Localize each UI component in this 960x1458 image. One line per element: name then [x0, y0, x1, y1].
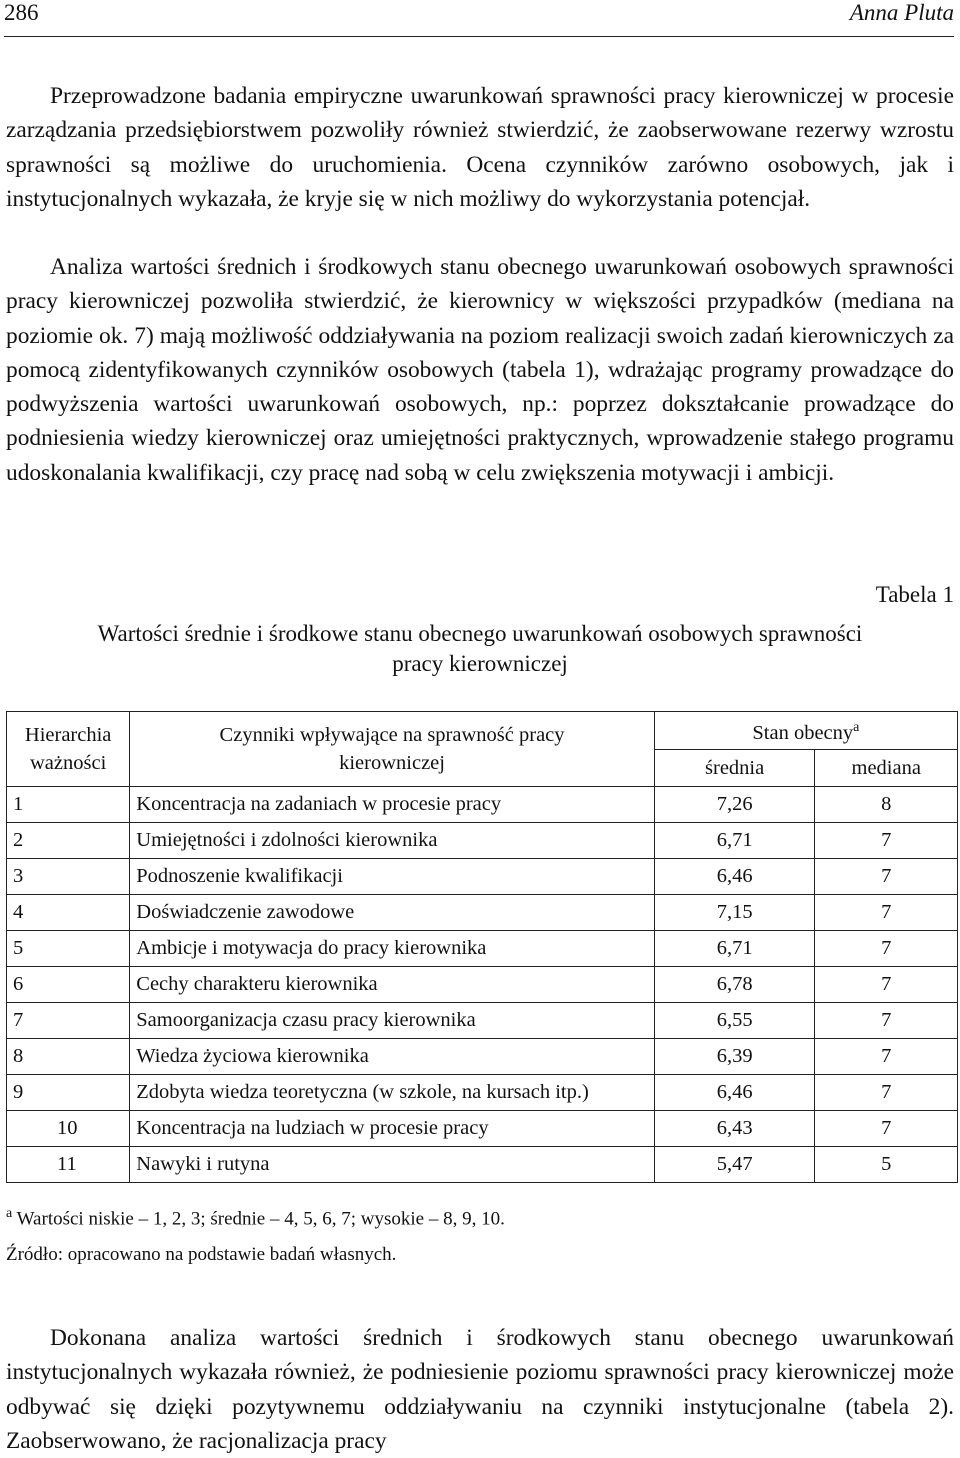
- table-caption: [20, 619, 940, 679]
- cell-median: 7: [815, 931, 958, 967]
- cell-factor: Koncentracja na ludziach w procesie pracy: [130, 1111, 655, 1147]
- cell-factor: Nawyki i rutyna: [130, 1147, 655, 1183]
- cell-rank: 11: [7, 1147, 130, 1183]
- cell-mean: 6,71: [654, 823, 815, 859]
- table-row: [7, 859, 958, 895]
- cell-mean: 6,46: [654, 859, 815, 895]
- cell-rank: 8: [7, 1039, 130, 1075]
- paragraph-1-text: Przeprowadzone badania empiryczne uwarunkowań sprawności pracy kierowniczej w procesie zarządzania przedsiębiorstwem pozwoliły również stwierdzić, że zaobserwowane rezerwy wzrostu sprawności są możliwe do uruchomienia. Ocena czynników zarówno osobowych, jak i instytucjonalnych wykazała, że kryje się w nich możliwy do wykorzystania potencjał.: [6, 83, 954, 212]
- paragraph-2-text: Analiza wartości średnich i środkowych stanu obecnego uwarunkowań osobowych sprawności pracy kierowniczej pozwoliła stwierdzić, że kierownicy w większości przypadków (mediana na poziomie ok. 7) mają możliwość oddziaływania na poziom realizacji swoich zadań kierowniczych za pomocą zidentyfikowanych czynników osobowych (tabela 1), wdrażając programy prowadzące do podwyższenia wartości uwarunkowań osobowych, np.: poprzez dokształcanie prowadzące do podniesienia wiedzy kierowniczej oraz umiejętności praktycznych, wprowadzenie stałego programu udoskonalania kwalifikacji, czy pracę nad sobą w celu zwiększenia motywacji i ambicji.: [6, 254, 954, 486]
- table-caption-line-1: Wartości średnie i środkowe stanu obecnego uwarunkowań osobowych sprawności: [97, 621, 863, 646]
- cell-median: 8: [815, 787, 958, 823]
- table-row: [7, 895, 958, 931]
- table-label: Tabela 1: [875, 582, 954, 607]
- table-row: [7, 1147, 958, 1183]
- cell-factor: Zdobyta wiedza teoretyczna (w szkole, na kursach itp.): [130, 1075, 655, 1111]
- paragraph-2: [6, 250, 954, 490]
- cell-rank: 7: [7, 1003, 130, 1039]
- header-rank: [7, 712, 130, 787]
- cell-mean: 6,46: [654, 1075, 815, 1111]
- table-row: [7, 823, 958, 859]
- cell-rank: 3: [7, 859, 130, 895]
- cell-mean: 7,26: [654, 787, 815, 823]
- cell-rank: 10: [7, 1111, 130, 1147]
- table-source: Źródło: opracowano na podstawie badań własnych.: [6, 1244, 397, 1265]
- page-number: 286: [4, 0, 39, 25]
- cell-mean: 6,78: [654, 967, 815, 1003]
- header-state-sup: a: [853, 720, 860, 736]
- table-row: [7, 967, 958, 1003]
- cell-median: 7: [815, 823, 958, 859]
- table-row: [7, 787, 958, 823]
- cell-rank: 6: [7, 967, 130, 1003]
- table-row: [7, 1039, 958, 1075]
- cell-median: 7: [815, 1111, 958, 1147]
- cell-mean: 6,71: [654, 931, 815, 967]
- header-rank-line-1: Hierarchia: [24, 724, 112, 746]
- cell-rank: 9: [7, 1075, 130, 1111]
- cell-rank: 2: [7, 823, 130, 859]
- cell-median: 7: [815, 859, 958, 895]
- header-mean: średnia: [654, 750, 815, 787]
- cell-factor: Koncentracja na zadaniach w procesie pracy: [130, 787, 655, 823]
- cell-factor: Wiedza życiowa kierownika: [130, 1039, 655, 1075]
- cell-mean: 7,15: [654, 895, 815, 931]
- header-state: [654, 712, 957, 750]
- footnote-text: Wartości niskie – 1, 2, 3; średnie – 4, 5, 6, 7; wysokie – 8, 9, 10.: [16, 1208, 505, 1230]
- header-median: mediana: [815, 750, 958, 787]
- cell-mean: 6,55: [654, 1003, 815, 1039]
- header-factor: [130, 712, 655, 787]
- cell-rank: 5: [7, 931, 130, 967]
- paragraph-1: [6, 79, 954, 216]
- running-head-author: Anna Pluta: [849, 0, 954, 25]
- cell-median: 7: [815, 967, 958, 1003]
- header-factor-line-2: kierowniczej: [339, 752, 445, 774]
- cell-factor: Cechy charakteru kierownika: [130, 967, 655, 1003]
- table-row: [7, 1111, 958, 1147]
- cell-factor: Umiejętności i zdolności kierownika: [130, 823, 655, 859]
- cell-factor: Samoorganizacja czasu pracy kierownika: [130, 1003, 655, 1039]
- table-header-row-1: [7, 712, 958, 750]
- table-row: [7, 1075, 958, 1111]
- table-caption-line-2: pracy kierowniczej: [392, 651, 568, 676]
- cell-factor: Ambicje i motywacja do pracy kierownika: [130, 931, 655, 967]
- header-state-text: Stan obecny: [752, 721, 854, 744]
- table-footnote: [6, 1206, 505, 1230]
- footnote-sup: a: [6, 1206, 13, 1221]
- cell-median: 7: [815, 1003, 958, 1039]
- paragraph-3-text: Dokonana analiza wartości średnich i środkowych stanu obecnego uwarunkowań instytucjonalnych wykazała również, że podniesienie poziomu sprawności pracy kierowniczej może odbywać się dzięki pozytywnemu oddziaływaniu na czynniki instytucjonalne (tabela 2). Zaobserwowano, że racjonalizacja pracy: [6, 1325, 954, 1454]
- cell-mean: 5,47: [654, 1147, 815, 1183]
- header-rank-line-2: ważności: [30, 752, 107, 774]
- cell-mean: 6,39: [654, 1039, 815, 1075]
- page-header: [4, 0, 954, 37]
- cell-median: 7: [815, 1075, 958, 1111]
- cell-factor: Podnoszenie kwalifikacji: [130, 859, 655, 895]
- table-row: [7, 1003, 958, 1039]
- cell-median: 7: [815, 895, 958, 931]
- results-table: [6, 711, 958, 1183]
- cell-mean: 6,43: [654, 1111, 815, 1147]
- header-factor-line-1: Czynniki wpływające na sprawność pracy: [219, 724, 565, 746]
- paragraph-3: [6, 1321, 954, 1458]
- table-body: [7, 787, 958, 1183]
- table-row: [7, 931, 958, 967]
- cell-factor: Doświadczenie zawodowe: [130, 895, 655, 931]
- cell-rank: 4: [7, 895, 130, 931]
- cell-rank: 1: [7, 787, 130, 823]
- cell-median: 5: [815, 1147, 958, 1183]
- cell-median: 7: [815, 1039, 958, 1075]
